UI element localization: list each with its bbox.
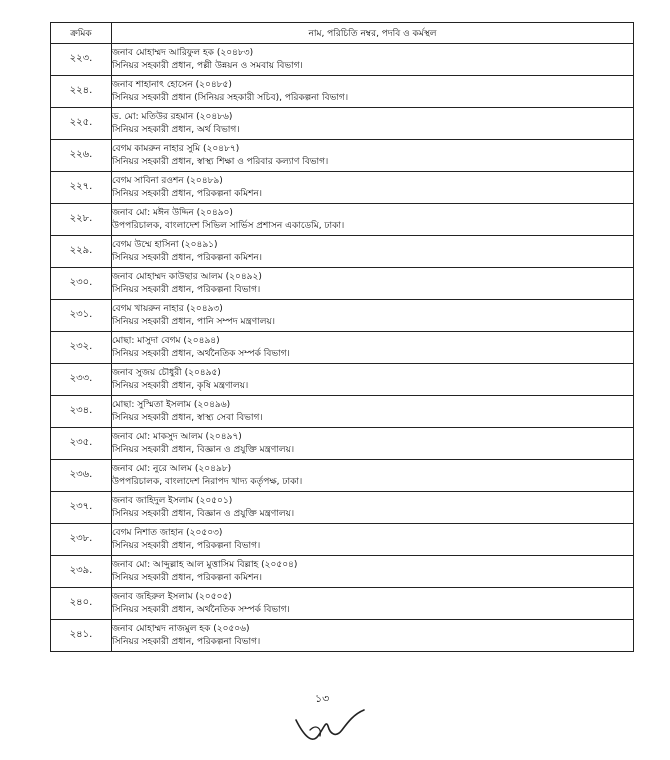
officer-name: জনাব জাহিদুল ইসলাম (২০৫০১) [112,495,233,506]
officer-name: ড. মো: মতিউর রহমান (২০৪৮৬) [112,111,233,122]
serial-number: ২২৩. [51,44,112,76]
officer-name: মোছা: মাসুদা বেগম (২০৪৯৪) [112,335,220,346]
table-header-row [51,23,634,44]
officer-name: জনাব মো: নুরে আলম (২০৪৯৮) [112,463,232,474]
officer-name: বেগম খায়রুন নাহার (২০৪৯৩) [112,303,223,314]
officer-info-cell [112,556,634,588]
serial-number: ২২৭. [51,172,112,204]
officer-name: বেগম উম্মে হাসিনা (২০৪৯১) [112,239,218,250]
serial-number: ২৩৯. [51,556,112,588]
serial-number: ২৩৭. [51,492,112,524]
table-row [51,300,634,332]
officer-info-cell [112,268,634,300]
serial-number: ২২৮. [51,204,112,236]
officer-designation: সিনিয়র সহকারী প্রধান, অর্থনৈতিক সম্পর্ক বিভাগ। [112,604,290,615]
officer-list-table [50,22,634,652]
officer-name: জনাব মোহাম্মদ নাজমুল হক (২০৫০৬) [112,623,250,634]
table-row [51,524,634,556]
officer-designation: উপপরিচালক, বাংলাদেশ নিরাপদ খাদ্য কর্তৃপক্ষ, ঢাকা। [112,476,303,487]
table-row [51,44,634,76]
officer-info-cell [112,44,634,76]
officer-designation: সিনিয়র সহকারী প্রধান, স্বাস্থ্য সেবা বিভাগ। [112,412,263,423]
officer-info-cell [112,332,634,364]
officer-designation: সিনিয়র সহকারী প্রধান, পরিকল্পনা বিভাগ। [112,284,261,295]
officer-info-cell [112,492,634,524]
serial-number: ২৩৪. [51,396,112,428]
serial-number: ২৪১. [51,620,112,652]
officer-name: মোছা: সুস্মিতা ইসলাম (২০৪৯৬) [112,399,231,410]
serial-number: ২২৬. [51,140,112,172]
officer-info-cell [112,140,634,172]
officer-info-cell [112,76,634,108]
officer-name: জনাব জহিরুল ইসলাম (২০৫০৫) [112,591,232,602]
table-row [51,236,634,268]
officer-info-cell [112,524,634,556]
officer-name: জনাব মো: মঈন উদ্দিন (২০৪৯০) [112,207,233,218]
officer-designation: সিনিয়র সহকারী প্রধান (সিনিয়র সহকারী সচিব), পরিকল্পনা বিভাগ। [112,92,349,103]
table-row [51,364,634,396]
serial-number: ২২৫. [51,108,112,140]
table-row [51,172,634,204]
officer-info-cell [112,300,634,332]
officer-name: জনাব সুজয় চৌধুরী (২০৪৯৫) [112,367,221,378]
officer-designation: সিনিয়র সহকারী প্রধান, পরিকল্পনা কমিশন। [112,572,262,583]
officer-info-cell [112,108,634,140]
table-row [51,428,634,460]
officer-designation: সিনিয়র সহকারী প্রধান, অর্থ বিভাগ। [112,124,240,135]
officer-info-cell [112,588,634,620]
serial-number: ২৩৫. [51,428,112,460]
officer-info-cell [112,172,634,204]
officer-name: জনাব শাহানাৎ হোসেন (২০৪৮৫) [112,79,232,90]
officer-designation: সিনিয়র সহকারী প্রধান, পরিকল্পনা বিভাগ। [112,540,261,551]
officer-name: বেগম নিশাত জাহান (২০৫০৩) [112,527,223,538]
serial-number: ২৩৬. [51,460,112,492]
officer-name: জনাব মোহাম্মদ কাউছার আলম (২০৪৯২) [112,271,262,282]
officer-designation: সিনিয়র সহকারী প্রধান, কৃষি মন্ত্রণালয়। [112,380,249,391]
officer-designation: উপপরিচালক, বাংলাদেশ সিভিল সার্ভিস প্রশাসন একাডেমি, ঢাকা। [112,220,345,231]
officer-info-cell [112,428,634,460]
officer-name: জনাব মোহাম্মদ আরিফুল হক (২০৪৮৩) [112,47,254,58]
officer-info-cell [112,204,634,236]
officer-name: বেগম কামরুন নাহার সুমি (২০৪৮৭) [112,143,240,154]
officer-designation: সিনিয়র সহকারী প্রধান, পরিকল্পনা কমিশন। [112,188,262,199]
table-row [51,492,634,524]
officer-info-cell [112,364,634,396]
officer-designation: সিনিয়র সহকারী প্রধান, বিজ্ঞান ও প্রযুক্তি মন্ত্রণালয়। [112,444,295,455]
officer-name: জনাব মো: আব্দুল্লাহ আল মুত্তাসিম বিল্লাহ (২০৫০৪) [112,559,298,570]
table-row [51,76,634,108]
table-row [51,204,634,236]
officer-info-cell [112,396,634,428]
officer-name: জনাব মো: মাকসুদ আলম (২০৪৯৭) [112,431,242,442]
table-row [51,108,634,140]
officer-designation: সিনিয়র সহকারী প্রধান, অর্থনৈতিক সম্পর্ক বিভাগ। [112,348,290,359]
serial-number: ২৩৩. [51,364,112,396]
officer-designation: সিনিয়র সহকারী প্রধান, পানি সম্পদ মন্ত্রণালয়। [112,316,276,327]
page-number: ১৩ [315,692,330,705]
info-column-header: নাম, পরিচিতি নম্বর, পদবি ও কর্মস্থল [112,23,634,44]
serial-number: ২৩৮. [51,524,112,556]
serial-number: ২২৪. [51,76,112,108]
officer-designation: সিনিয়র সহকারী প্রধান, পরিকল্পনা বিভাগ। [112,636,261,647]
officer-info-cell [112,460,634,492]
serial-number: ২৩০. [51,268,112,300]
table-row [51,396,634,428]
table-row [51,140,634,172]
table-row [51,556,634,588]
officer-name: বেগম সাবিনা রওশন (২০৪৮৯) [112,175,223,186]
serial-column-header: ক্রমিক [51,23,112,44]
table-body [51,44,634,652]
serial-number: ২৪০. [51,588,112,620]
table-row [51,460,634,492]
table-row [51,332,634,364]
serial-number: ২৩২. [51,332,112,364]
table-row [51,268,634,300]
signature-scribble [290,706,370,746]
table-row [51,620,634,652]
officer-designation: সিনিয়র সহকারী প্রধান, স্বাস্থ্য শিক্ষা ও পরিবার কল্যাণ বিভাগ। [112,156,329,167]
officer-info-cell [112,236,634,268]
officer-designation: সিনিয়র সহকারী প্রধান, পল্লী উন্নয়ন ও সমবায় বিভাগ। [112,60,303,71]
serial-number: ২২৯. [51,236,112,268]
serial-number: ২৩১. [51,300,112,332]
officer-designation: সিনিয়র সহকারী প্রধান, পরিকল্পনা কমিশন। [112,252,262,263]
officer-designation: সিনিয়র সহকারী প্রধান, বিজ্ঞান ও প্রযুক্তি মন্ত্রণালয়। [112,508,295,519]
table-row [51,588,634,620]
officer-info-cell [112,620,634,652]
